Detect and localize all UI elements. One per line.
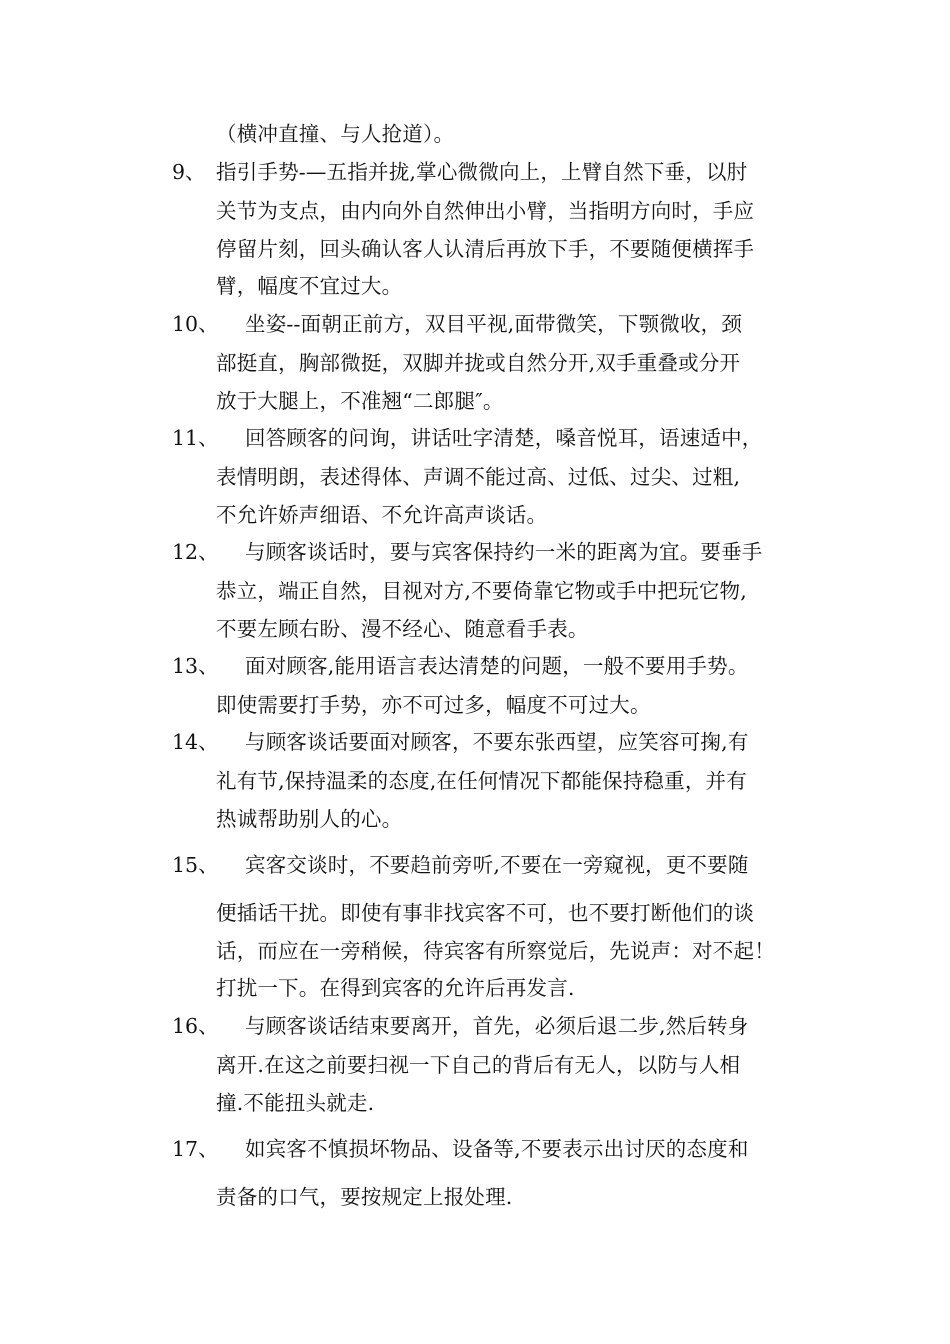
item-number: 12、 (172, 540, 219, 564)
item-text-line: 即使需要打手势，亦不可过多，幅度不可过大。 (216, 693, 651, 717)
item-text-line: 臂，幅度不宜过大。 (216, 274, 403, 298)
item-text-line: 打扰一下。在得到宾客的允许后再发言. (216, 976, 575, 1000)
item-text-line: 礼有节,保持温柔的态度,在任何情况下都能保持稳重，并有 (216, 769, 747, 793)
carryover-line: （横冲直撞、与人抢道）。 (216, 122, 455, 146)
item-text-line: 离开.在这之前要扫视一下自己的背后有无人，以防与人相 (216, 1053, 741, 1077)
item-text-line: 部挺直，胸部微挺，双脚并拢或自然分开,双手重叠或分开 (216, 351, 741, 375)
item-text-line: 话，而应在一旁稍候，待宾客有所察觉后，先说声：对不起！ (216, 939, 775, 963)
item-number: 15、 (172, 853, 219, 877)
item-text-line: 关节为支点，由内向外自然伸出小臂，当指明方向时，手应 (216, 199, 755, 223)
item-text-line: 放于大腿上，不准翘“二郎腿″。 (216, 389, 504, 413)
item-text-line: 宾客交谈时，不要趋前旁听,不要在一旁窥视，更不要随 (245, 853, 749, 877)
item-number: 9、 (172, 160, 206, 184)
item-text-line: 回答顾客的问询，讲话吐字清楚，嗓音悦耳，语速适中， (245, 426, 763, 450)
item-number: 17、 (172, 1137, 219, 1161)
item-text-line: 面对顾客,能用语言表达清楚的问题，一般不要用手势。 (245, 654, 749, 678)
item-text-line: 责备的口气，要按规定上报处理. (216, 1185, 513, 1209)
item-number: 13、 (172, 654, 219, 678)
item-number: 14、 (172, 730, 219, 754)
item-number: 11、 (172, 426, 219, 450)
item-text-line: 指引手势-—五指并拢,掌心微微向上，上臂自然下垂，以肘 (216, 160, 748, 184)
item-text-line: 如宾客不慎损坏物品、设备等,不要表示出讨厌的态度和 (245, 1137, 749, 1161)
item-text-line: 恭立，端正自然，目视对方,不要倚靠它物或手中把玩它物, (216, 579, 747, 603)
item-text-line: 撞.不能扭头就走. (216, 1091, 375, 1115)
item-text-line: 便插话干扰。即使有事非找宾客不可，也不要打断他们的谈 (216, 901, 755, 925)
item-text-line: 不允许娇声细语、不允许高声谈话。 (216, 503, 548, 527)
item-text-line: 不要左顾右盼、漫不经心、随意看手表。 (216, 617, 589, 641)
item-text-line: 与顾客谈话时，要与宾客保持约一米的距离为宜。要垂手 (245, 540, 763, 564)
item-text-line: 停留片刻，回头确认客人认清后再放下手，不要随便横挥手 (216, 237, 755, 261)
item-text-line: 与顾客谈话结束要离开，首先，必须后退二步,然后转身 (245, 1014, 749, 1038)
item-number: 16、 (172, 1014, 219, 1038)
item-text-line: 表情明朗，表述得体、声调不能过高、过低、过尖、过粗, (216, 465, 741, 489)
item-text-line: 坐姿--面朝正前方，双目平视,面带微笑，下颚微收，颈 (245, 312, 743, 336)
item-number: 10、 (172, 312, 219, 336)
item-text-line: 热诚帮助别人的心。 (216, 807, 403, 831)
item-text-line: 与顾客谈话要面对顾客，不要东张西望，应笑容可掬,有 (245, 730, 749, 754)
